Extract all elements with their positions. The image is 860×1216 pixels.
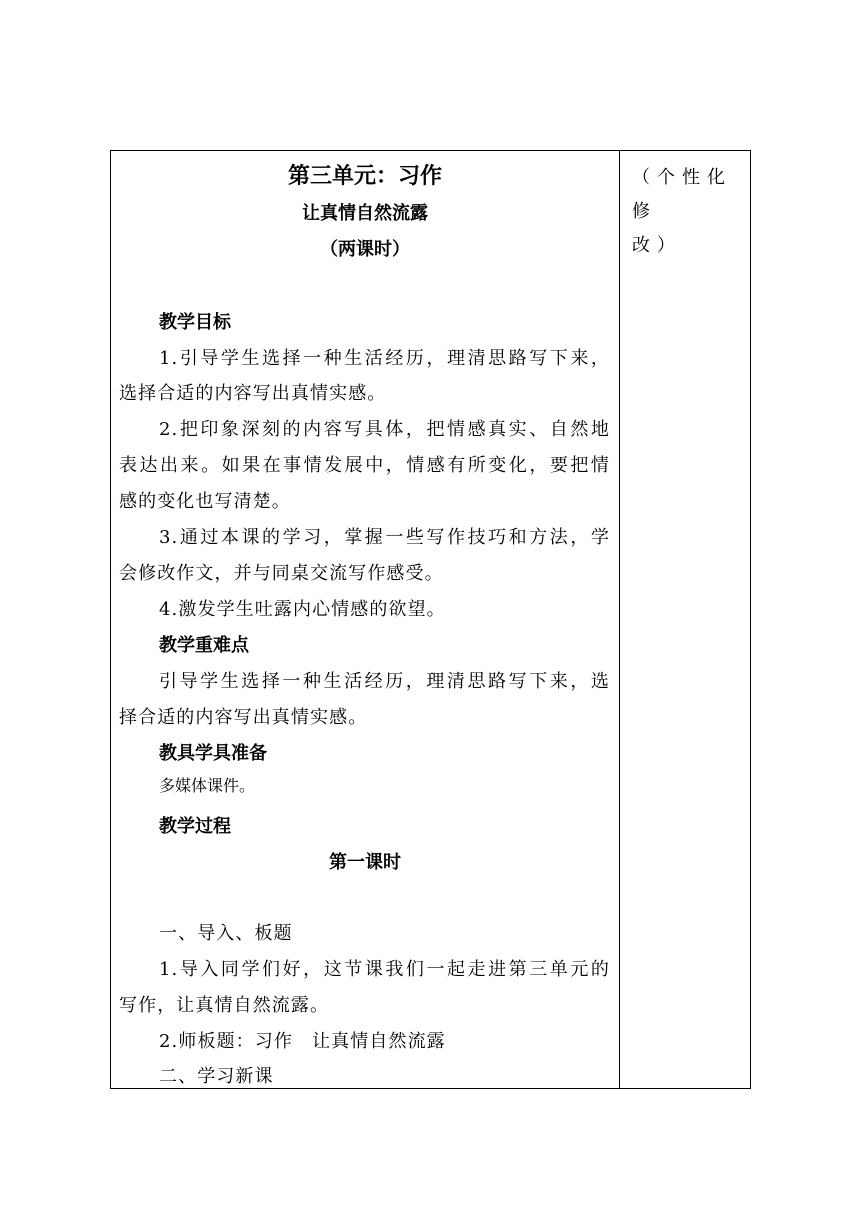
- side-note-column: [632, 161, 747, 263]
- key-points-line-1: 引导学生选择一种生活经历，理清思路写下来，选: [159, 671, 610, 692]
- goal-4: 4.激发学生吐露内心情感的欲望。: [159, 599, 446, 620]
- key-points-line-2: 择合适的内容写出真情实感。: [119, 707, 368, 728]
- lesson-subtitle: 让真情自然流露: [302, 203, 428, 224]
- goal-3-line-1: 3.通过本课的学习，掌握一些写作技巧和方法，学: [159, 527, 610, 548]
- step-1-item-1-line-1: 1.导入同学们好，这节课我们一起走进第三单元的: [159, 959, 610, 980]
- column-divider: [619, 151, 620, 1088]
- first-lesson-heading: 第一课时: [329, 852, 401, 873]
- step-1-item-1-line-2: 写作，让真情自然流露。: [119, 995, 330, 1016]
- heading-teaching-goals: 教学目标: [159, 312, 231, 333]
- goal-2-line-3: 感的变化也写清楚。: [119, 491, 291, 512]
- step-1-heading: 一、导入、板题: [159, 923, 293, 944]
- goal-2-line-1: 2.把印象深刻的内容写具体，把情感真实、自然地: [159, 419, 610, 440]
- lesson-plan-table: [110, 150, 751, 1089]
- heading-teaching-tools: 教具学具准备: [159, 743, 267, 764]
- teaching-tools-text: 多媒体课件。: [159, 776, 256, 795]
- step-1-item-2: 2.师板题：习作 让真情自然流露: [159, 1031, 446, 1052]
- goal-1-line-2: 选择合适的内容写出真情实感。: [119, 383, 387, 404]
- side-note-line-1: （个性化修: [632, 167, 732, 222]
- page-title: 第三单元：习作: [287, 163, 442, 189]
- goal-2-line-2: 表达出来。如果在事情发展中，情感有所变化，要把情: [119, 455, 610, 476]
- side-note-line-2: 改）: [632, 235, 682, 256]
- goal-1-line-1: 1.引导学生选择一种生活经历，理清思路写下来，: [159, 348, 610, 369]
- lesson-count: （两课时）: [320, 239, 410, 260]
- goal-3-line-2: 会修改作文，并与同桌交流写作感受。: [119, 563, 444, 584]
- main-column: [111, 151, 619, 1088]
- heading-teaching-process: 教学过程: [159, 816, 231, 837]
- heading-key-points: 教学重难点: [159, 635, 249, 656]
- step-2-heading: 二、学习新课: [159, 1066, 274, 1087]
